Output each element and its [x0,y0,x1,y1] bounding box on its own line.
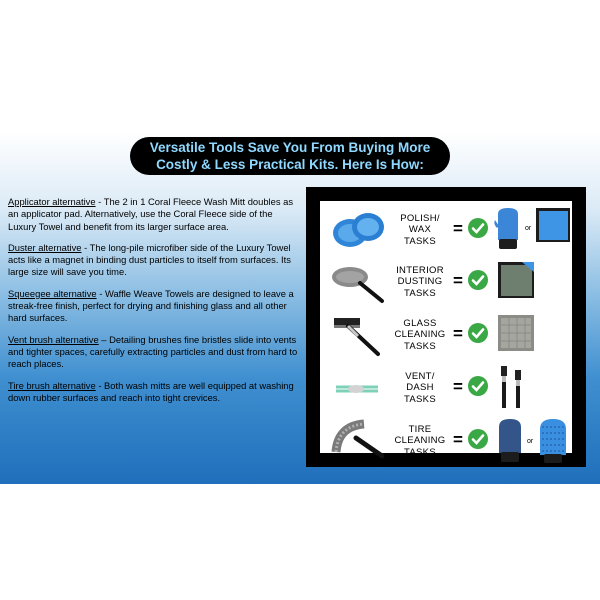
row-interior-dusting [320,255,572,309]
check-icon [467,217,489,239]
duster-icon [330,259,386,305]
paragraph-vent-brush [8,334,300,371]
check-icon [467,269,489,291]
paragraph-title: Vent brush alternative [8,333,99,345]
row-glass-cleaning [320,308,572,362]
paragraph-duster [8,242,300,279]
foam-pads-icon [330,207,386,253]
or-text: or [525,225,532,232]
paragraph-title: Applicator alternative [8,196,96,207]
luxury-towel-blue-icon [534,206,572,244]
check-icon [467,322,489,344]
headline-line-1: Versatile Tools Save You From Buying More [149,140,431,155]
equals-sign: = [453,430,463,449]
detailing-brushes-icon [498,364,526,412]
paragraph-title: Duster alternative [8,241,82,253]
row-label: GLASS CLEANING TASKS [394,317,446,352]
paragraph-applicator [8,196,300,233]
waffle-towel-icon [496,311,536,355]
paragraph-title: Tire brush alternative [8,379,96,391]
row-label: VENT/ DASH TASKS [404,370,436,405]
headline-pill [130,137,450,175]
equals-sign: = [453,324,463,343]
check-icon [467,428,489,450]
tool-comparison-grid [320,201,572,458]
check-icon [467,375,489,397]
paragraph-title: Squeegee alternative [8,287,97,299]
vent-brush-icon [330,365,386,411]
row-tire-cleaning [320,414,572,468]
navy-wash-mitt-icon [494,417,526,465]
row-label: TIRE CLEANING TASKS [394,423,446,458]
chenille-wash-mitt-icon [536,417,570,465]
equals-sign: = [453,377,463,396]
tire-brush-icon [330,418,386,464]
equals-sign: = [453,271,463,290]
gray-towel-icon [496,258,536,302]
alternatives-text [8,196,300,413]
headline-line-2: Costly & Less Practical Kits. Here Is How: [156,157,424,172]
paragraph-tire-brush [8,380,300,405]
paragraph-body: - The 2 in 1 Coral Fleece Wash Mitt doubles as an applicator pad. Alternatively, use the Coral Fleece side of the Luxury Towel and benefit from its larger surface area. [8,196,294,232]
tool-comparison-panel [306,187,586,467]
paragraph-body: - Waffle Weave Towels are designed to leave a streak-free finish, perfect for drying and finishing glass and all other hard surfaces. [8,287,294,324]
paragraph-body: - The long-pile microfiber side of the Luxury Towel acts like a magnet in binding dust particles to itself from surfaces. Its large size will save you time. [8,241,291,278]
row-label: INTERIOR DUSTING TASKS [396,264,444,299]
paragraph-squeegee [8,288,300,325]
or-text: or [527,438,534,445]
paragraph-body: – Detailing brushes fine bristles slide into vents and tighter spaces, carefully extracting particles and dust from hard to reach places. [8,333,298,370]
wash-mitt-icon [493,206,523,252]
equals-sign: = [453,219,463,238]
row-label: POLISH/ WAX TASKS [400,212,440,247]
row-vent-dash [320,361,572,415]
squeegee-icon [330,312,386,358]
paragraph-body: - Both wash mitts are well equipped at washing down rubber surfaces and reach into tight crevices. [8,379,294,403]
row-polish-wax [320,203,572,257]
